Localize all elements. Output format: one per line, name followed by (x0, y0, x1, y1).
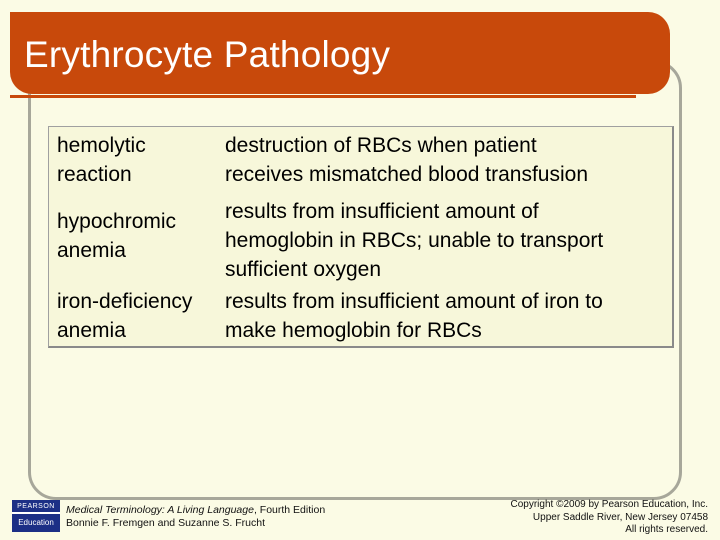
definition-line: results from insufficient amount of iron to (225, 290, 603, 313)
pearson-logo-icon (12, 500, 60, 532)
term-line: hypochromic (57, 210, 177, 233)
definition-cell (225, 197, 671, 284)
definition-line: destruction of RBCs when patient (225, 134, 537, 157)
definition-line: make hemoglobin for RBCs (225, 319, 482, 342)
copyright-line: Copyright ©2009 by Pearson Education, Inc. (510, 499, 708, 510)
term-definition-table (48, 126, 674, 348)
term-cell (57, 287, 217, 345)
definition-cell (225, 131, 671, 189)
copyright-line: Upper Saddle River, New Jersey 07458 (532, 511, 708, 523)
book-title: Medical Terminology: A Living Language (66, 504, 254, 516)
title-underline (10, 95, 636, 98)
definition-line: receives mismatched blood transfusion (225, 163, 589, 186)
logo-bottom-text: Education (18, 518, 54, 527)
slide-title: Erythrocyte Pathology (24, 34, 391, 75)
book-edition: , Fourth Edition (253, 504, 326, 516)
term-line: reaction (57, 163, 132, 186)
copyright-line: All rights reserved. (625, 524, 708, 535)
citation-book-line (66, 504, 325, 517)
logo-divider (12, 512, 60, 514)
definition-cell (225, 287, 671, 345)
term-cell (57, 131, 217, 189)
logo-top-text: PEARSON (17, 503, 55, 510)
citation-authors: Bonnie F. Fremgen and Suzanne S. Frucht (66, 517, 266, 529)
term-line: hemolytic (57, 134, 146, 157)
definition-line: results from insufficient amount of (225, 200, 539, 223)
footer-citation (66, 504, 325, 530)
footer-copyright (511, 499, 709, 537)
term-line: iron-deficiency (57, 290, 193, 313)
title-bar (10, 12, 670, 94)
term-line: anemia (57, 319, 126, 342)
definition-line: hemoglobin in RBCs; unable to transport (225, 229, 604, 252)
definition-line: sufficient oxygen (225, 258, 382, 281)
term-line: anemia (57, 239, 126, 262)
term-cell (57, 207, 217, 265)
